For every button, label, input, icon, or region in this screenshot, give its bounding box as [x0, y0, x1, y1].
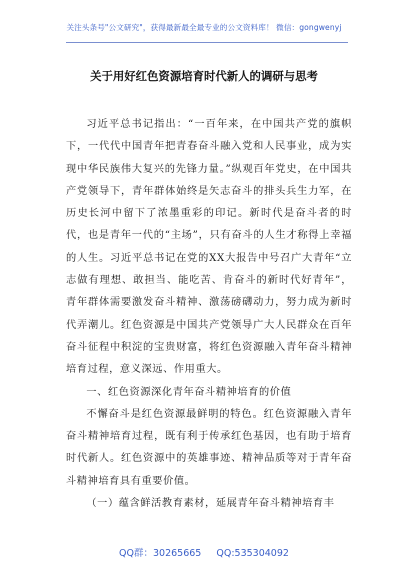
footer-qq-group: QQ群：30265665 — [119, 548, 202, 559]
document-body — [66, 114, 352, 515]
subsection-heading: （一）蕴含鲜活教育素材，延展青年奋斗精神培育丰 — [86, 498, 335, 510]
footer-contact — [0, 545, 408, 559]
footer-qq: QQ:535304092 — [216, 548, 289, 559]
intro-paragraph: 习近平总书记指出：“一百年来，在中国共产党的旗帜下，一代代中国青年把青春奋斗融入党和人民事业，成为实现中华民族伟大复兴的先锋力量。”纵观百年党史，在中国共产党领导下，青年群体始终是矢志奋斗的排头兵生力军，在历史长河中留下了浓墨重彩的印记。新时代是奋斗者的时代，也是青年一代的“主场”，只有奋斗的人生才称得上幸福的人生。习近平总书记在党的XX大报告中号召广大青年“立志做有理想、敢担当、能吃苦、肯奋斗的新时代好青年”，青年群体需要激发奋斗精神、激荡磅礴动力，努力成为新时代弄潮儿。红色资源是中国共产党领导广大人民群众在百年奋斗征程中积淀的宝贵财富，将红色资源融入青年奋斗精神培育过程，意义深远、作用重大。 — [66, 119, 352, 376]
header-banner: 关注头条号"公文研究"，获得最新最全最专业的公文资料库！ 微信：gongwenyj — [66, 23, 342, 32]
document-title: 关于用好红色资源培育时代新人的调研与思考 — [90, 69, 318, 83]
header-divider — [66, 42, 348, 43]
section-paragraph: 不懈奋斗是红色资源最鲜明的特色。红色资源融入青年奋斗精神培育过程，既有利于传承红色基因，也有助于培育时代新人。红色资源中的英雄事迹、精神品质等对于青年奋斗精神培育具有重要价值。 — [66, 408, 352, 487]
section-heading: 一、红色资源深化青年奋斗精神培育的价值 — [86, 386, 292, 398]
